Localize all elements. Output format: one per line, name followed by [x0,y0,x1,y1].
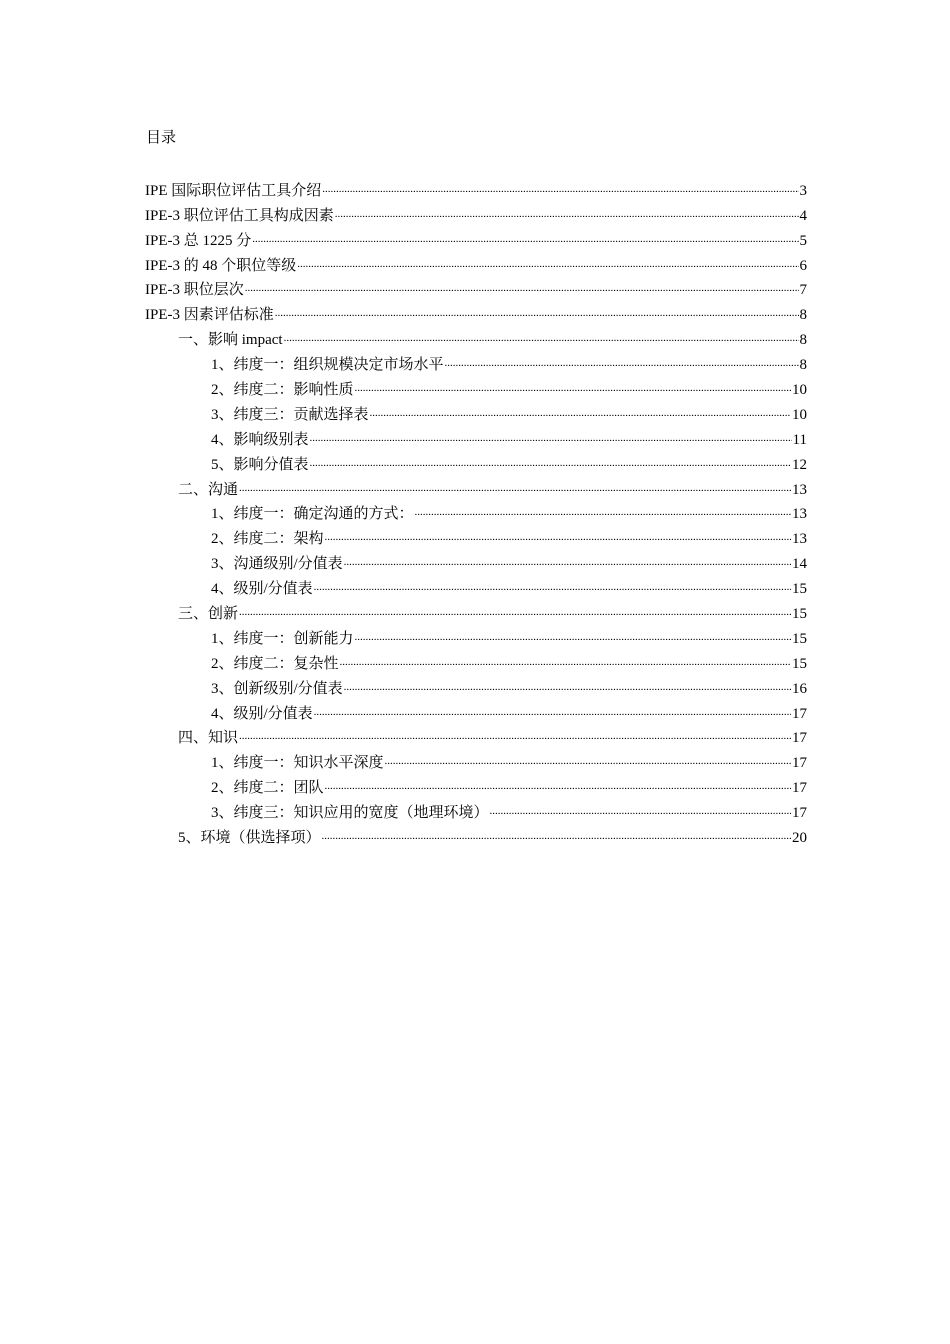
toc-entry-text: 2、纬度二：影响性质 [211,382,354,399]
toc-entry[interactable] [145,748,807,773]
toc-entry-page-number: 13 [792,481,807,498]
toc-leader-dots [355,629,791,649]
toc-leader-dots [314,579,791,599]
toc-entry-page-number: 3 [799,182,807,199]
toc-entry-page-number: 13 [792,506,807,523]
toc-entry[interactable] [145,773,807,798]
toc-entry-text: 3、纬度三：贡献选择表 [211,406,369,423]
toc-entry-page-number: 8 [799,332,807,349]
toc-leader-dots [340,654,791,674]
toc-entry[interactable] [145,574,807,599]
toc-entry-page-number: 17 [792,755,807,772]
toc-entry-page-number: 10 [792,382,807,399]
toc-entry-page-number: 14 [792,556,807,573]
toc-entry[interactable] [145,500,807,525]
toc-entry-page-number: 10 [792,406,807,423]
toc-entry[interactable] [145,599,807,624]
toc-entry-text: IPE-3 职位层次 [145,282,244,299]
toc-leader-dots [335,206,799,226]
toc-entry[interactable] [145,674,807,699]
toc-leader-dots [245,280,799,300]
toc-entry[interactable] [145,450,807,475]
toc-entry[interactable] [145,350,807,375]
toc-entry-page-number: 17 [792,730,807,747]
toc-leader-dots [322,181,798,201]
toc-leader-dots [385,753,791,773]
toc-leader-dots [490,803,791,823]
toc-entry-text: 1、纬度一：确定沟通的方式： [211,506,414,523]
toc-entry-page-number: 5 [799,232,807,249]
toc-entry-page-number: 17 [792,780,807,797]
toc-entry-page-number: 6 [799,257,807,274]
toc-entry-text: 3、纬度三：知识应用的宽度（地理环境） [211,805,489,822]
toc-leader-dots [344,679,791,699]
toc-entry-page-number: 15 [792,655,807,672]
toc-entry[interactable] [145,375,807,400]
toc-entry-page-number: 15 [792,581,807,598]
toc-entry[interactable] [145,649,807,674]
toc-leader-dots [355,380,791,400]
toc-leader-dots [325,778,791,798]
toc-entry-page-number: 15 [792,630,807,647]
toc-entry[interactable] [145,624,807,649]
toc-leader-dots [344,554,791,574]
toc-entry-text: IPE-3 的 48 个职位等级 [145,257,297,274]
toc-entry-text: 2、纬度二：架构 [211,531,324,548]
toc-entry-text: IPE-3 职位评估工具构成因素 [145,207,334,224]
toc-entry-text: 四、知识 [178,730,239,747]
toc-entry-page-number: 17 [792,705,807,722]
toc-entry[interactable] [145,524,807,549]
toc-leader-dots [415,504,791,524]
toc-title: 目录 [146,130,177,146]
toc-entry[interactable] [145,549,807,574]
toc-entry-text: 3、沟通级别/分值表 [211,556,343,573]
toc-entry[interactable] [145,823,807,848]
toc-leader-dots [252,231,798,251]
toc-leader-dots [325,529,791,549]
toc-entry[interactable] [145,300,807,325]
toc-leader-dots [310,430,792,450]
toc-entry-text: 4、影响级别表 [211,431,309,448]
toc-leader-dots [322,828,791,848]
toc-entry-text: 2、纬度二：团队 [211,780,324,797]
toc-leader-dots [445,355,799,375]
toc-leader-dots [239,604,791,624]
table-of-contents [145,176,807,848]
toc-leader-dots [275,305,799,325]
toc-entry-text: IPE-3 总 1225 分 [145,232,252,249]
toc-entry-page-number: 4 [799,207,807,224]
toc-entry-page-number: 15 [792,606,807,623]
toc-entry[interactable] [145,201,807,226]
toc-entry-text: 4、级别/分值表 [211,705,313,722]
toc-entry-page-number: 8 [799,307,807,324]
toc-leader-dots [370,405,791,425]
toc-leader-dots [239,480,791,500]
toc-leader-dots [297,256,798,276]
toc-entry-text: 1、纬度一：知识水平深度 [211,755,384,772]
toc-entry-text: IPE 国际职位评估工具介绍 [145,182,322,199]
toc-entry-text: IPE-3 因素评估标准 [145,307,274,324]
toc-entry[interactable] [145,798,807,823]
toc-entry-page-number: 17 [792,805,807,822]
toc-entry-page-number: 8 [799,357,807,374]
toc-entry-page-number: 13 [792,531,807,548]
toc-entry-text: 三、创新 [178,606,239,623]
toc-leader-dots [284,330,799,350]
toc-entry-page-number: 20 [792,830,807,847]
toc-entry-text: 2、纬度二：复杂性 [211,655,339,672]
toc-entry-text: 二、沟通 [178,481,239,498]
toc-leader-dots [314,704,791,724]
toc-entry-text: 一、影响 impact [178,332,283,349]
toc-entry[interactable] [145,325,807,350]
toc-entry[interactable] [145,475,807,500]
toc-entry-page-number: 11 [792,431,807,448]
toc-entry[interactable] [145,699,807,724]
toc-entry-text: 1、纬度一：组织规模决定市场水平 [211,357,444,374]
toc-entry[interactable] [145,251,807,276]
toc-entry[interactable] [145,226,807,251]
toc-entry-text: 5、影响分值表 [211,456,309,473]
toc-entry-text: 3、创新级别/分值表 [211,680,343,697]
toc-entry[interactable] [145,176,807,201]
toc-entry-text: 5、环境（供选择项） [178,830,321,847]
toc-entry[interactable] [145,425,807,450]
toc-entry-page-number: 7 [799,282,807,299]
toc-entry[interactable] [145,400,807,425]
toc-entry[interactable] [145,724,807,749]
toc-leader-dots [310,455,791,475]
toc-entry-text: 4、级别/分值表 [211,581,313,598]
toc-entry-text: 1、纬度一：创新能力 [211,630,354,647]
toc-entry-page-number: 16 [792,680,807,697]
toc-entry[interactable] [145,276,807,301]
toc-entry-page-number: 12 [792,456,807,473]
toc-leader-dots [239,728,791,748]
